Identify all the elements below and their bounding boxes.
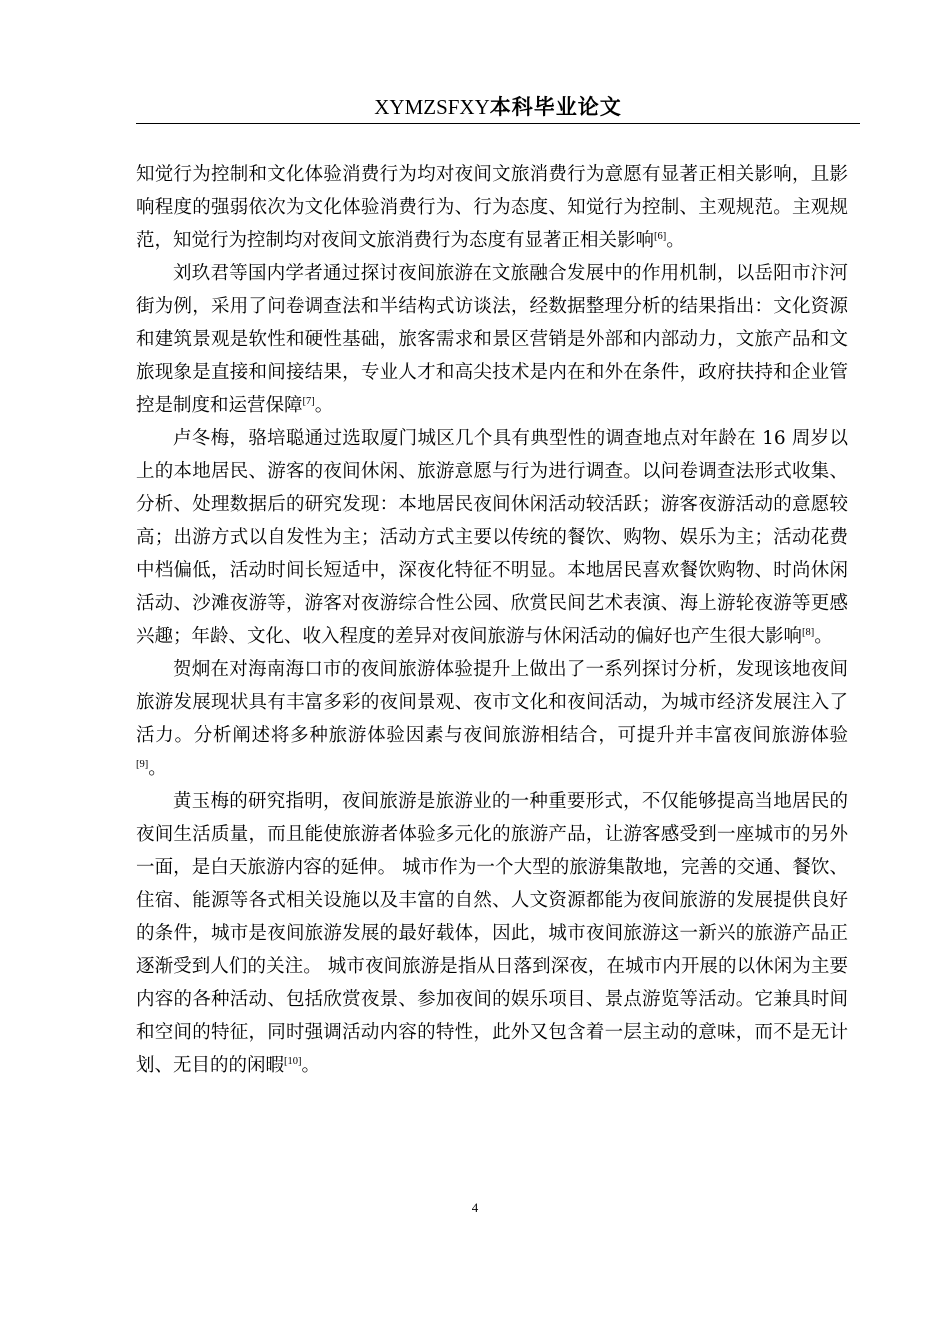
paragraph-text: 刘玖君等国内学者通过探讨夜间旅游在文旅融合发展中的作用机制，以岳阳市汴河街为例，采用了问卷调查法和半结构式访谈法，经数据整理分析的结果指出：文化资源和建筑景观是软性和硬性基础，旅客需求和景区营销是外部和内部动力，文旅产品和文旅现象是直接和间接结果，专业人才和高尖技术是内在和外在条件，政府扶持和企业管控是制度和运营保障 xyxy=(136,263,848,416)
paragraph-end: 。 xyxy=(148,758,167,779)
body-text xyxy=(136,158,848,1082)
paragraph-4 xyxy=(136,653,848,785)
citation-ref: [6] xyxy=(654,231,667,242)
paragraph-1 xyxy=(136,158,848,257)
citation-ref: [7] xyxy=(302,396,315,407)
citation-ref: [9] xyxy=(136,759,149,770)
header-school-code: XYMZSFXY xyxy=(374,95,490,119)
header-rule xyxy=(136,123,860,124)
paragraph-end: 。 xyxy=(314,395,334,416)
running-header xyxy=(136,92,860,122)
paragraph-text: 卢冬梅，骆培聪通过选取厦门城区几个具有典型性的调查地点对年龄在 16 周岁以上的本地居民、游客的夜间休闲、旅游意愿与行为进行调查。以问卷调查法形式收集、分析、处理数据后的研究发现：本地居民夜间休闲活动较活跃；游客夜游活动的意愿较高；出游方式以自发性为主；活动方式主要以传统的餐饮、购物、娱乐为主；活动花费中档偏低，活动时间长短适中，深夜化特征不明显。本地居民喜欢餐饮购物、时尚休闲活动、沙滩夜游等，游客对夜游综合性公园、欣赏民间艺术表演、海上游轮夜游等更感兴趣；年龄、文化、收入程度的差异对夜间旅游与休闲活动的偏好也产生很大影响 xyxy=(136,428,848,647)
paragraph-end: 。 xyxy=(666,230,685,251)
paragraph-2 xyxy=(136,257,848,422)
page-number: 4 xyxy=(471,1200,479,1215)
paragraph-5 xyxy=(136,785,848,1082)
paragraph-end: 。 xyxy=(814,626,833,647)
citation-ref: [10] xyxy=(284,1056,302,1067)
citation-ref: [8] xyxy=(802,627,815,638)
header-thesis-label: 本科毕业论文 xyxy=(489,95,622,119)
paragraph-text: 黄玉梅的研究指明，夜间旅游是旅游业的一种重要形式，不仅能够提高当地居民的夜间生活质量，而且能使旅游者体验多元化的旅游产品，让游客感受到一座城市的另外一面，是白天旅游内容的延伸。 城市作为一个大型的旅游集散地，完善的交通、餐饮、住宿、能源等各式相关设施以及丰富的自然、人文资源都能为夜间旅游的发展提供良好的条件，城市是夜间旅游发展的最好载体，因此，城市夜间旅游这一新兴的旅游产品正逐渐受到人们的关注。 城市夜间旅游是指从日落到深夜，在城市内开展的以休闲为主要内容的各种活动、包括欣赏夜景、参加夜间的娱乐项目、景点游览等活动。它兼具时间和空间的特征，同时强调活动内容的特性，此外又包含着一层主动的意味，而不是无计划、无目的的闲暇 xyxy=(136,791,848,1076)
paragraph-end: 。 xyxy=(301,1055,321,1076)
paragraph-text: 知觉行为控制和文化体验消费行为均对夜间文旅消费行为意愿有显著正相关影响，且影响程度的强弱依次为文化体验消费行为、行为态度、知觉行为控制、主观规范。主观规范，知觉行为控制均对夜间文旅消费行为态度有显著正相关影响 xyxy=(136,164,848,251)
paragraph-3 xyxy=(136,422,848,653)
paragraph-text: 贺炯在对海南海口市的夜间旅游体验提升上做出了一系列探讨分析，发现该地夜间旅游发展现状具有丰富多彩的夜间景观、夜市文化和夜间活动，为城市经济发展注入了活力。分析阐述将多种旅游体验因素与夜间旅游相结合，可提升并丰富夜间旅游体验 xyxy=(136,659,848,746)
